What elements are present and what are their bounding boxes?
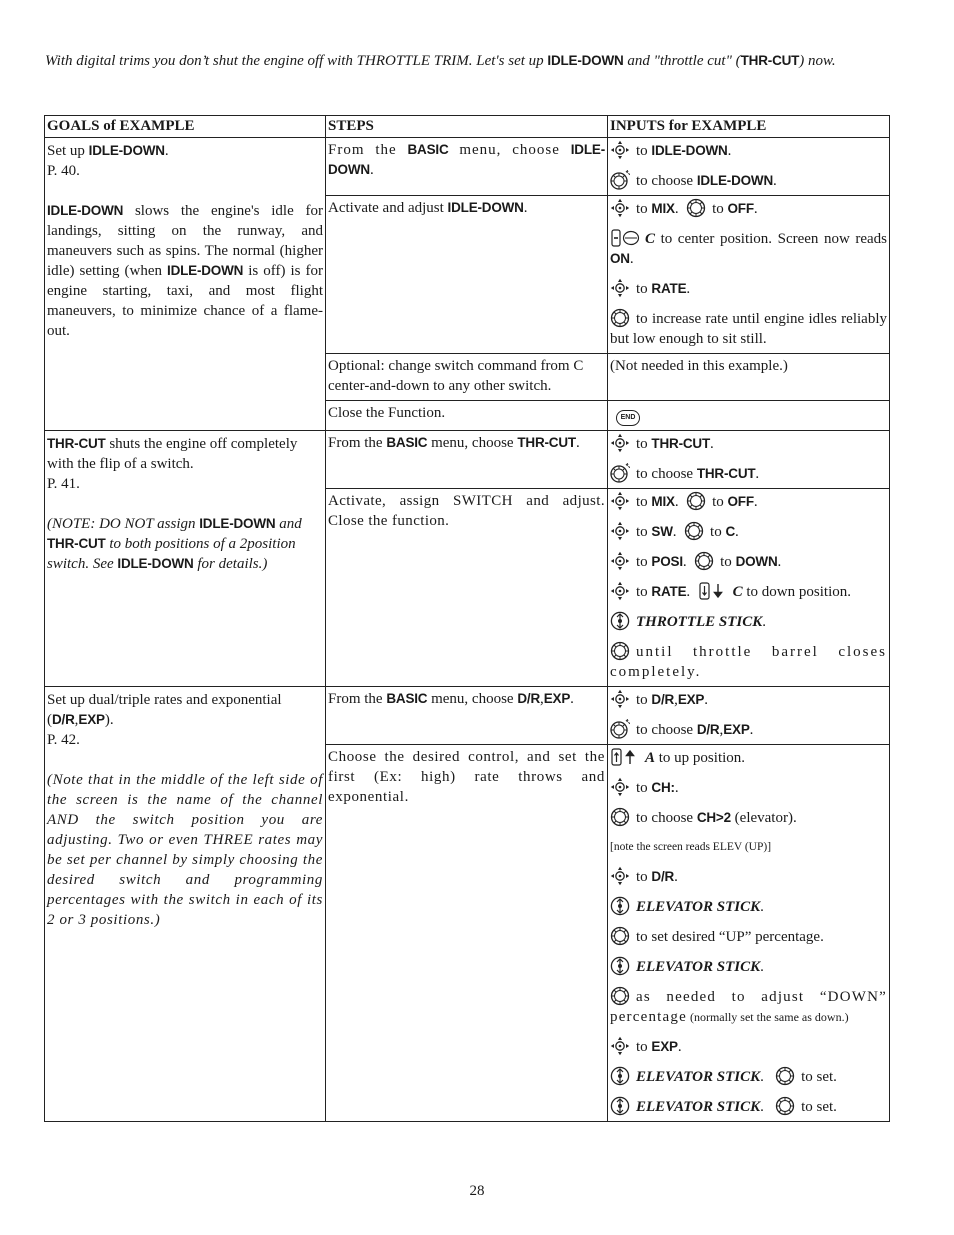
dr-note: (Note that in the middle of the left side of the screen is the name of the channel AND the switch position you are adjusting. Two or even THREE rates may be set per channel by simply choosing the desired switch and programming percentages with the switch in each of its 2 or 3 positions.) <box>47 772 323 928</box>
cursor-pad-icon <box>610 1036 630 1056</box>
dial-icon <box>686 491 706 511</box>
inputs-activate-idle-down: to MIX. to OFF. C to center position. Screen now reads ON. to RATE. to increase rate until engine idles reliably but low enough to sit still. <box>608 196 890 354</box>
stick-icon <box>610 956 630 976</box>
example-table <box>44 115 890 1122</box>
page-ref: P. 41. <box>47 476 80 492</box>
dial-icon <box>775 1066 795 1086</box>
goal-idle-down: Set up IDLE-DOWN. P. 40. IDLE-DOWN slows the engine's idle for landings, sitting on the runway, and maneuvers such as spins. The normal (higher idle) setting (when IDLE-DOWN is off) is for engine starting, taxi, and most flight maneuvers, to minimize chance of a flame-out. <box>45 138 326 431</box>
dial-press-icon <box>610 170 630 190</box>
cursor-pad-icon <box>610 551 630 571</box>
intro-text: ) now. <box>799 53 836 69</box>
goal-thr-cut: THR-CUT shuts the engine off completely with the flip of a switch. P. 41. (NOTE: DO NOT assign IDLE-DOWN and THR-CUT to both positions of a 2position switch. See IDLE-DOWN for details.) <box>45 431 326 687</box>
cursor-pad-icon <box>610 777 630 797</box>
inputs-choose-idle-down: to IDLE-DOWN. to choose IDLE-DOWN. <box>608 138 890 196</box>
dial-icon <box>610 641 630 661</box>
header-steps: STEPS <box>326 116 608 138</box>
dial-icon <box>610 986 630 1006</box>
end-button-icon: END <box>616 410 640 426</box>
stick-icon <box>610 1066 630 1086</box>
cursor-pad-icon <box>610 198 630 218</box>
intro-paragraph <box>45 50 895 72</box>
switch-down-icon <box>698 581 728 601</box>
dial-icon <box>686 198 706 218</box>
intro-text: With digital trims you don’t shut the engine off with THROTTLE TRIM. Let's set up <box>45 53 548 69</box>
cursor-pad-icon <box>610 521 630 541</box>
step-choose-control: Choose the desired control, and set the first (Ex: high) rate throws and exponential. <box>326 745 608 1122</box>
page-number: 28 <box>469 1183 485 1199</box>
dial-icon <box>775 1096 795 1116</box>
step-choose-idle-down: From the BASIC menu, choose IDLE-DOWN. <box>326 138 608 196</box>
cursor-pad-icon <box>610 689 630 709</box>
stick-icon <box>610 611 630 631</box>
cursor-pad-icon <box>610 140 630 160</box>
stick-icon <box>610 896 630 916</box>
table-row <box>45 687 890 745</box>
cursor-pad-icon <box>610 433 630 453</box>
idle-down-keyword: IDLE-DOWN <box>547 53 624 68</box>
cursor-pad-icon <box>610 866 630 886</box>
step-close-function: Close the Function. <box>326 401 608 431</box>
header-goals: GOALS of EXAMPLE <box>45 116 326 138</box>
inputs-choose-dr-exp: to D/R,EXP. to choose D/R,EXP. <box>608 687 890 745</box>
dial-icon <box>684 521 704 541</box>
inputs-close-function <box>608 401 890 431</box>
goal-dr-exp: Set up dual/triple rates and exponential (D/R,EXP). P. 42. (Note that in the middle of the left side of the screen is the name of the channel AND the switch position you are adjusting. Two or even THREE rates may be set per channel by simply choosing the desired switch and programming percentages with the switch in each of its 2 or 3 positions.) <box>45 687 326 1122</box>
switch-up-icon <box>610 747 640 767</box>
inputs-activate-thr-cut: to MIX. to OFF. to SW. to C. to POSI. to DOWN. to RATE. C to down position. THROTTLE STICK. until throttle barrel closes completely. <box>608 489 890 687</box>
step-choose-thr-cut: From the BASIC menu, choose THR-CUT. <box>326 431 608 489</box>
stick-icon <box>610 1096 630 1116</box>
step-activate-thr-cut: Activate, assign SWITCH and adjust. Close the function. <box>326 489 608 687</box>
thr-cut-keyword: THR-CUT <box>740 53 800 68</box>
cursor-pad-icon <box>610 278 630 298</box>
dial-icon <box>610 308 630 328</box>
inputs-optional-switch: (Not needed in this example.) <box>608 354 890 401</box>
table-row <box>45 138 890 196</box>
screen-note: [note the screen reads ELEV (UP)] <box>610 841 772 853</box>
switch-center-icon <box>610 228 640 248</box>
page-ref: P. 40. <box>47 163 80 179</box>
dial-icon <box>694 551 714 571</box>
step-choose-dr-exp: From the BASIC menu, choose D/R,EXP. <box>326 687 608 745</box>
dial-icon <box>610 807 630 827</box>
dial-icon <box>610 926 630 946</box>
table-row <box>45 431 890 489</box>
intro-text: and "throttle cut" ( <box>623 53 741 69</box>
page-ref: P. 42. <box>47 732 80 748</box>
table-header-row <box>45 116 890 138</box>
dial-press-icon <box>610 463 630 483</box>
step-activate-idle-down: Activate and adjust IDLE-DOWN. <box>326 196 608 354</box>
inputs-choose-control: A to up position. to CH:. to choose CH>2 (elevator). [note the screen reads ELEV (UP)] to D/R. ELEVATOR STICK. to set desired “UP” percentage. ELEVATOR STICK. as needed to adjust “DOWN” percentage (normally set the same as down.) to EXP. ELEVATOR STICK. to set. ELEVATOR STICK. to set. <box>608 745 890 1122</box>
step-optional-switch: Optional: change switch command from C center-and-down to any other switch. <box>326 354 608 401</box>
header-inputs: INPUTS for EXAMPLE <box>608 116 890 138</box>
dial-press-icon <box>610 719 630 739</box>
cursor-pad-icon <box>610 581 630 601</box>
cursor-pad-icon <box>610 491 630 511</box>
inputs-choose-thr-cut: to THR-CUT. to choose THR-CUT. <box>608 431 890 489</box>
